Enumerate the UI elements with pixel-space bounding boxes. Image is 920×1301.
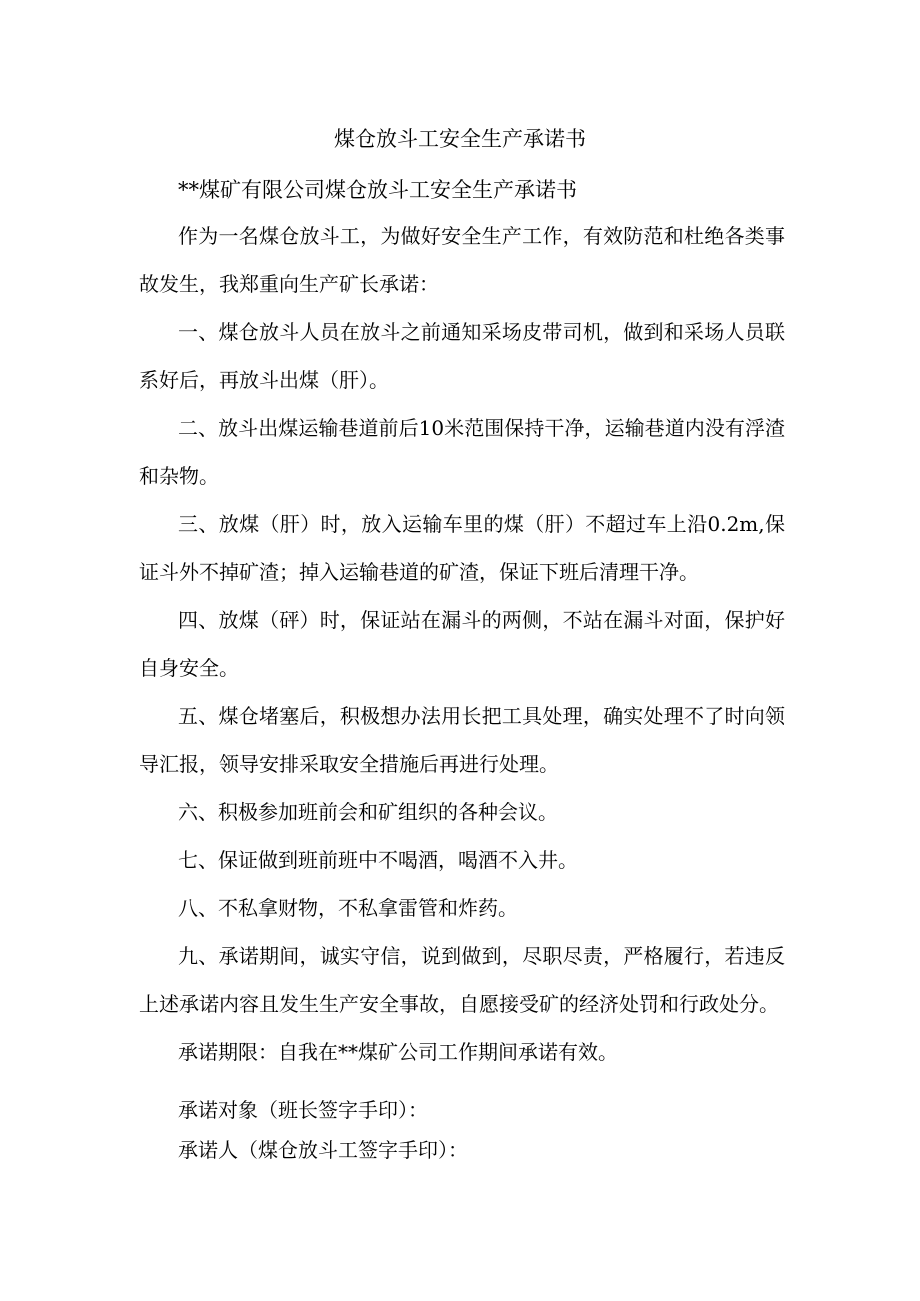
clause-8: 八、不私拿财物，不私拿雷管和炸药。 (178, 896, 518, 920)
commitment-period: 承诺期限：自我在**煤矿公司工作期间承诺有效。 (178, 1040, 618, 1064)
signature-promisor-line: 承诺人（煤仓放斗工签字手印）： (178, 1138, 468, 1162)
clause-7: 七、保证做到班前班中不喝酒，喝酒不入井。 (178, 848, 578, 872)
clause-6: 六、积极参加班前会和矿组织的各种会议。 (178, 800, 558, 824)
document-subtitle: **煤矿有限公司煤仓放斗工安全生产承诺书 (178, 178, 577, 202)
clause-3: 三、放煤（肝）时，放入运输车里的煤（肝）不超过车上沿0.2m,保证斗外不掉矿渣；掉入运输巷道的矿渣，保证下班后清理干净。 (139, 512, 785, 584)
clause-5: 五、煤仓堵塞后，积极想办法用长把工具处理，确实处理不了时向领导汇报，领导安排采取安全措施后再进行处理。 (139, 704, 785, 776)
clause-1: 一、煤仓放斗人员在放斗之前通知采场皮带司机，做到和采场人员联系好后，再放斗出煤（肝）。 (139, 320, 785, 392)
clause-2: 二、放斗出煤运输巷道前后10米范围保持干净，运输巷道内没有浮渣和杂物。 (139, 416, 785, 488)
clause-9: 九、承诺期间，诚实守信，说到做到，尽职尽责，严格履行，若违反上述承诺内容且发生生产安全事故，自愿接受矿的经济处罚和行政处分。 (139, 944, 785, 1016)
clause-4: 四、放煤（砰）时，保证站在漏斗的两侧，不站在漏斗对面，保护好自身安全。 (139, 608, 785, 680)
document-body (139, 212, 785, 1076)
signature-target-line: 承诺对象（班长签字手印）： (178, 1098, 428, 1122)
document-title: 煤仓放斗工安全生产承诺书 (334, 127, 586, 151)
intro-paragraph: 作为一名煤仓放斗工，为做好安全生产工作，有效防范和杜绝各类事故发生，我郑重向生产矿长承诺： (139, 224, 785, 296)
